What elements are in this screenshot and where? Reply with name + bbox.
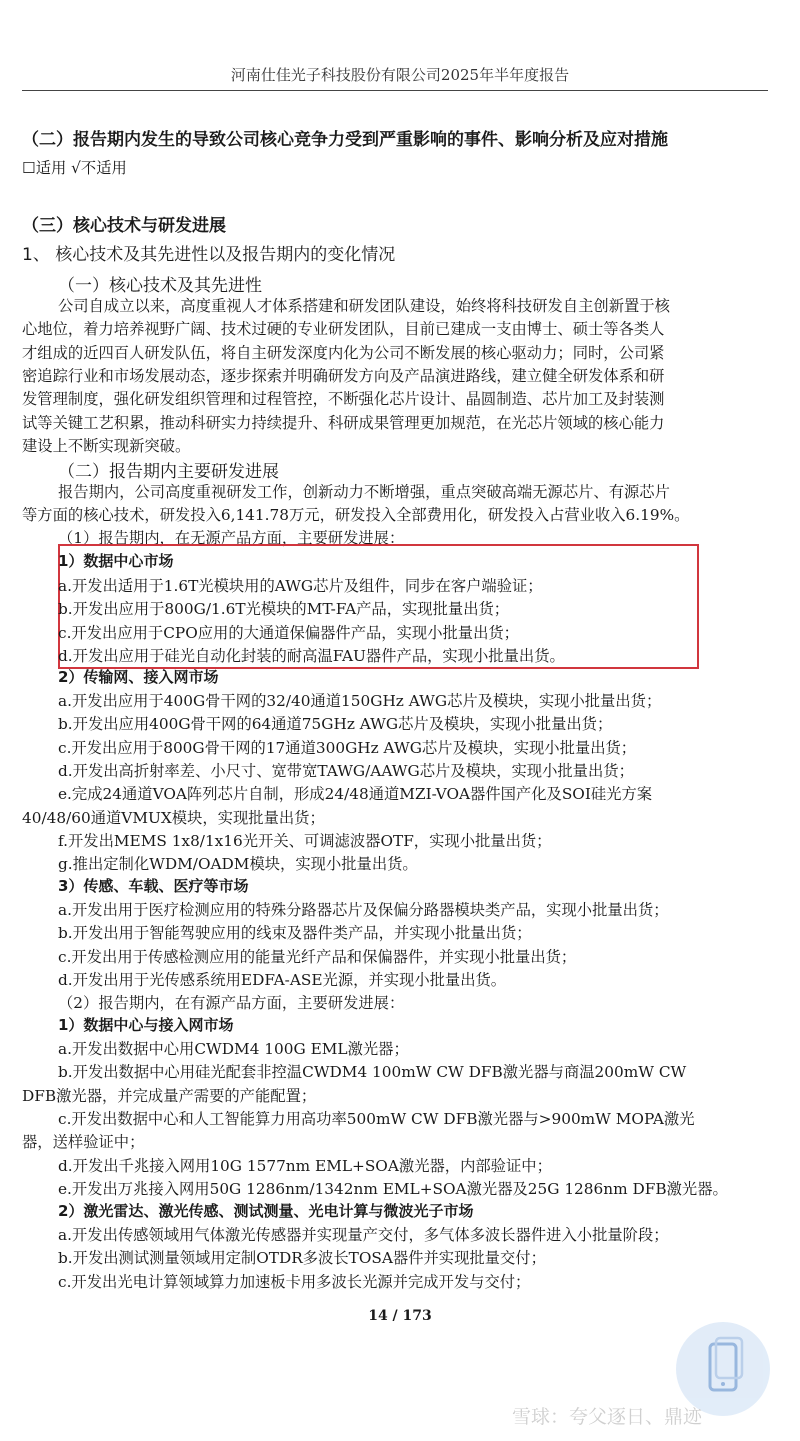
core-line: 公司自成立以来，高度重视人才体系搭建和研发团队建设，始终将科技研发自主创新置于核 [58, 297, 670, 315]
sensing-title: 3）传感、车载、医疗等市场 [58, 877, 249, 895]
passive-title: （1）报告期内，在无源产品方面，主要研发进展： [58, 529, 405, 547]
trans-line: g.推出定制化WDM/OADM模块，实现小批量出货。 [58, 855, 418, 874]
core-line: 发管理制度，强化研发组织管理和过程管控，不断强化芯片设计、晶圆制造、芯片加工及封装测 [22, 390, 665, 409]
dcaccess-line: c.开发出数据中心和人工智能算力用高功率500mW CW DFB激光器与>900mW MOPA激光 [58, 1109, 695, 1128]
dcaccess-title: 1）数据中心与接入网市场 [58, 1016, 234, 1034]
page-number: 14 / 173 [368, 1308, 432, 1324]
dcaccess-line: a.开发出数据中心用CWDM4 100G EML激光器； [58, 1040, 409, 1058]
dcaccess-line: 器，送样验证中； [22, 1133, 145, 1152]
lidar-line: c.开发出光电计算领域算力加速板卡用多波长光源并完成开发与交付； [58, 1272, 531, 1291]
section2-heading: （二）报告期内发生的导致公司核心竞争力受到严重影响的事件、影响分析及应对措施 [22, 130, 668, 150]
dc-line: c.开发出应用于CPO应用的大通道保偏器件产品，实现小批量出货； [58, 623, 519, 642]
section3-heading: （三）核心技术与研发进展 [22, 216, 226, 236]
lidar-line: b.开发出测试测量领域用定制OTDR多波长TOSA器件并实现批量交付； [58, 1249, 546, 1268]
dc-line: b.开发出应用于800G/1.6T光模块的MT-FA产品，实现批量出货； [58, 600, 510, 619]
section3-sub1: 1、 核心技术及其先进性以及报告期内的变化情况 [22, 245, 396, 265]
trans-line: d.开发出高折射率差、小尺寸、宽带宽TAWG/AAWG芯片及模块，实现小批量出货； [58, 761, 634, 780]
progress-line: 等方面的核心技术，研发投入6,141.78万元，研发投入全部费用化，研发投入占营业收入6.19%。 [22, 506, 690, 525]
dc-title: 1）数据中心市场 [58, 552, 174, 570]
progress-title: （二）报告期内主要研发进展 [58, 462, 279, 482]
section2-options: ☐适用 √不适用 [22, 159, 127, 177]
dcaccess-line: DFB激光器，并完成量产需要的产能配置； [22, 1086, 317, 1105]
sensing-line: b.开发出用于智能驾驶应用的线束及器件类产品，并实现小批量出货； [58, 924, 532, 943]
sensing-line: a.开发出用于医疗检测应用的特殊分路器芯片及保偏分路器模块类产品，实现小批量出货； [58, 901, 669, 919]
trans-line: f.开发出MEMS 1x8/1x16光开关、可调滤波器OTF，实现小批量出货； [58, 831, 552, 850]
core-line: 建设上不断实现新突破。 [22, 436, 191, 455]
trans-line: c.开发出应用于800G骨干网的17通道300GHz AWG芯片及模块，实现小批量出货； [58, 738, 637, 757]
core-line: 才组成的近四百人研发队伍，将自主研发深度内化为公司不断发展的核心驱动力；同时，公司紧 [22, 343, 665, 362]
core-line: 心地位，着力培养视野广阔、技术过硬的专业研发团队，目前已建成一支由博士、硕士等各类人 [22, 320, 665, 339]
lidar-title: 2）激光雷达、激光传感、测试测量、光电计算与微波光子市场 [58, 1202, 474, 1220]
core-line: 密追踪行业和市场发展动态，逐步探索并明确研发方向及产品演进路线，建立健全研发体系和研 [22, 366, 665, 385]
dcaccess-line: d.开发出千兆接入网用10G 1577nm EML+SOA激光器，内部验证中； [58, 1156, 552, 1175]
lidar-line: a.开发出传感领域用气体激光传感器并实现量产交付，多气体多波长器件进入小批量阶段； [58, 1226, 669, 1244]
sensing-line: d.开发出用于光传感系统用EDFA-ASE光源，并实现小批量出货。 [58, 970, 507, 989]
sensing-line: c.开发出用于传感检测应用的能量光纤产品和保偏器件，并实现小批量出货； [58, 947, 577, 966]
trans-title: 2）传输网、接入网市场 [58, 668, 219, 686]
trans-line: b.开发出应用400G骨干网的64通道75GHz AWG芯片及模块，实现小批量出货； [58, 715, 613, 734]
header-rule [22, 90, 768, 91]
active-title: （2）报告期内，在有源产品方面，主要研发进展： [58, 994, 405, 1012]
core-title: （一）核心技术及其先进性 [58, 276, 262, 296]
dcaccess-line: e.开发出万兆接入网用50G 1286nm/1342nm EML+SOA激光器及25G 1286nm DFB激光器。 [58, 1179, 728, 1198]
trans-line: 40/48/60通道VMUX模块，实现批量出货； [22, 808, 325, 827]
dc-line: a.开发出适用于1.6T光模块用的AWG芯片及组件，同步在客户端验证； [58, 577, 543, 595]
watermark: 雪球：夸父逐日、鼎迹 [512, 1406, 703, 1428]
core-line: 试等关键工艺积累，推动科研实力持续提升、科研成果管理更加规范，在光芯片领域的核心能力 [22, 413, 665, 432]
trans-line: a.开发出应用于400G骨干网的32/40通道150GHz AWG芯片及模块，实现小批量出货； [58, 692, 662, 710]
report-header: 河南仕佳光子科技股份有限公司2025年半年度报告 [230, 66, 570, 84]
trans-line: e.完成24通道VOA阵列芯片自制，形成24/48通道MZI-VOA器件国产化及SOI硅光方案 [58, 785, 653, 804]
progress-line: 报告期内，公司高度重视研发工作，创新动力不断增强，重点突破高端无源芯片、有源芯片 [58, 483, 670, 501]
dc-line: d.开发出应用于硅光自动化封装的耐高温FAU器件产品，实现小批量出货。 [58, 646, 565, 665]
dcaccess-line: b.开发出数据中心用硅光配套非控温CWDM4 100mW CW DFB激光器与商温200mW CW [58, 1063, 687, 1082]
